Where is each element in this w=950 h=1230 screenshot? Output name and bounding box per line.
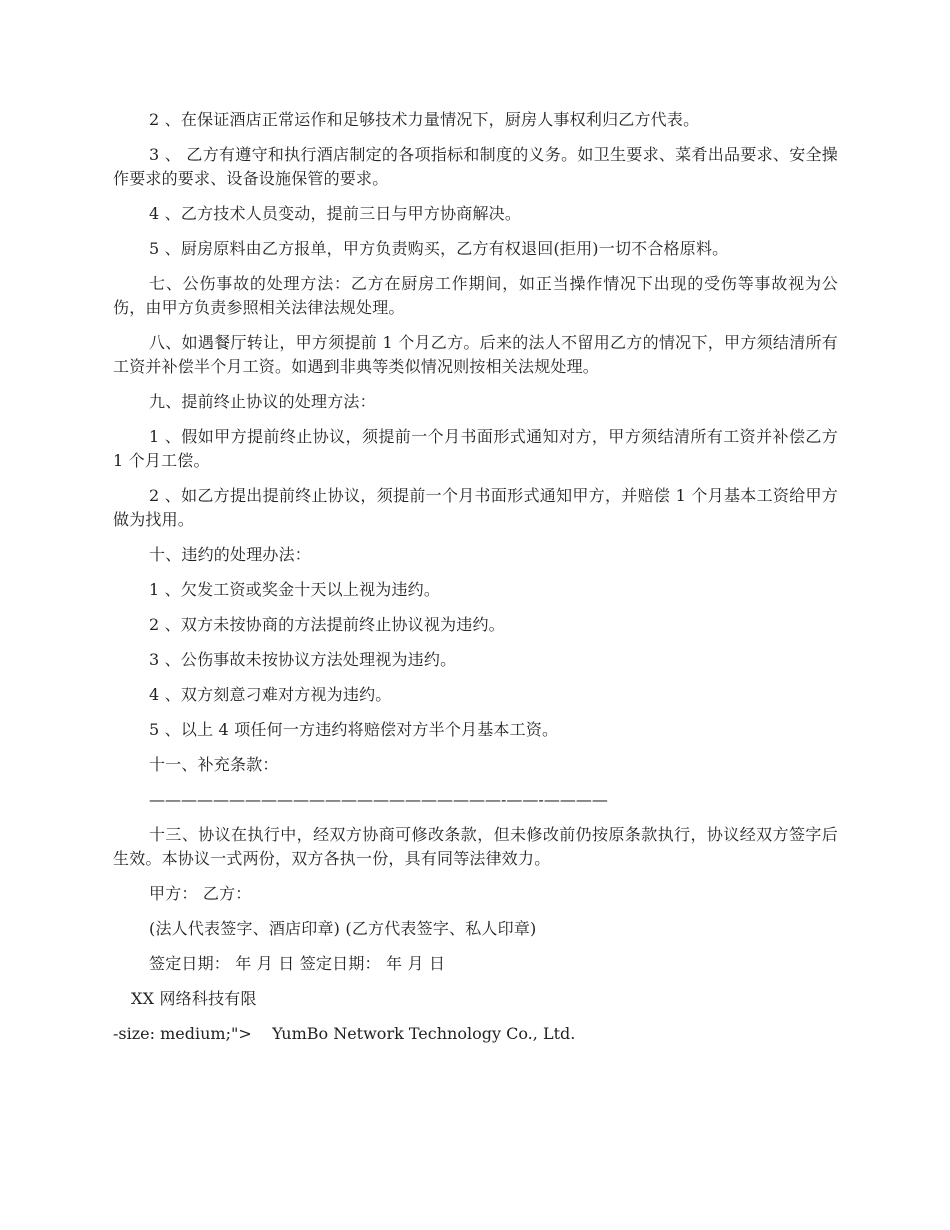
document-body — [113, 108, 838, 1046]
section-heading: 十、违约的处理办法： — [149, 545, 312, 564]
blank-fill-line: ——————————————————————-——-———— — [149, 790, 608, 809]
company-name: XX 网络科技有限 — [131, 989, 257, 1008]
clause-paragraph: 2 、双方未按协商的方法提前终止协议视为违约。 — [149, 615, 505, 634]
clause-paragraph: 5 、以上 4 项任何一方违约将赔偿对方半个月基本工资。 — [149, 720, 559, 739]
clause-paragraph: 3 、 乙方有遵守和执行酒店制定的各项指标和制度的义务。如卫生要求、菜肴出品要求、安全操作要求的要求、设备设施保管的要求。 — [113, 145, 838, 188]
clause-paragraph: 3 、公伤事故未按协议方法处理视为违约。 — [149, 650, 457, 669]
clause-paragraph: 4 、乙方技术人员变动，提前三日与甲方协商解决。 — [149, 204, 522, 223]
clause-paragraph: 4 、双方刻意刁难对方视为违约。 — [149, 685, 392, 704]
signature-parties: 甲方： 乙方： — [149, 884, 252, 903]
clause-paragraph: 5 、厨房原料由乙方报单，甲方负责购买，乙方有权退回(拒用)一切不合格原料。 — [149, 239, 729, 258]
clause-paragraph: 十三、协议在执行中，经双方协商可修改条款，但未修改前仍按原条款执行，协议经双方签字后生效。本协议一式两份，双方各执一份，具有同等法律效力。 — [113, 825, 838, 868]
footer-text: -size: medium;"> YumBo Network Technology Co., Ltd. — [113, 1024, 576, 1043]
clause-paragraph: 八、如遇餐厅转让，甲方须提前 1 个月乙方。后来的法人不留用乙方的情况下，甲方须结清所有工资并补偿半个月工资。如遇到非典等类似情况则按相关法规处理。 — [113, 333, 838, 376]
clause-paragraph: 七、公伤事故的处理方法：乙方在厨房工作期间，如正当操作情况下出现的受伤等事故视为公伤，由甲方负责参照相关法律法规处理。 — [113, 274, 838, 317]
section-heading: 九、提前终止协议的处理方法： — [149, 392, 376, 411]
section-heading: 十一、补充条款： — [149, 755, 279, 774]
signature-notes: (法人代表签字、酒店印章) (乙方代表签字、私人印章) — [149, 919, 537, 938]
clause-paragraph: 2 、在保证酒店正常运作和足够技术力量情况下，厨房人事权利归乙方代表。 — [149, 110, 700, 129]
clause-paragraph: 2 、如乙方提出提前终止协议，须提前一个月书面形式通知甲方，并赔偿 1 个月基本工资给甲方做为找用。 — [113, 486, 838, 529]
clause-paragraph: 1 、假如甲方提前终止协议，须提前一个月书面形式通知对方，甲方须结清所有工资并补偿乙方 1 个月工偿。 — [113, 427, 838, 470]
signing-date: 签定日期： 年 月 日 签定日期： 年 月 日 — [149, 954, 446, 973]
clause-paragraph: 1 、欠发工资或奖金十天以上视为违约。 — [149, 580, 441, 599]
